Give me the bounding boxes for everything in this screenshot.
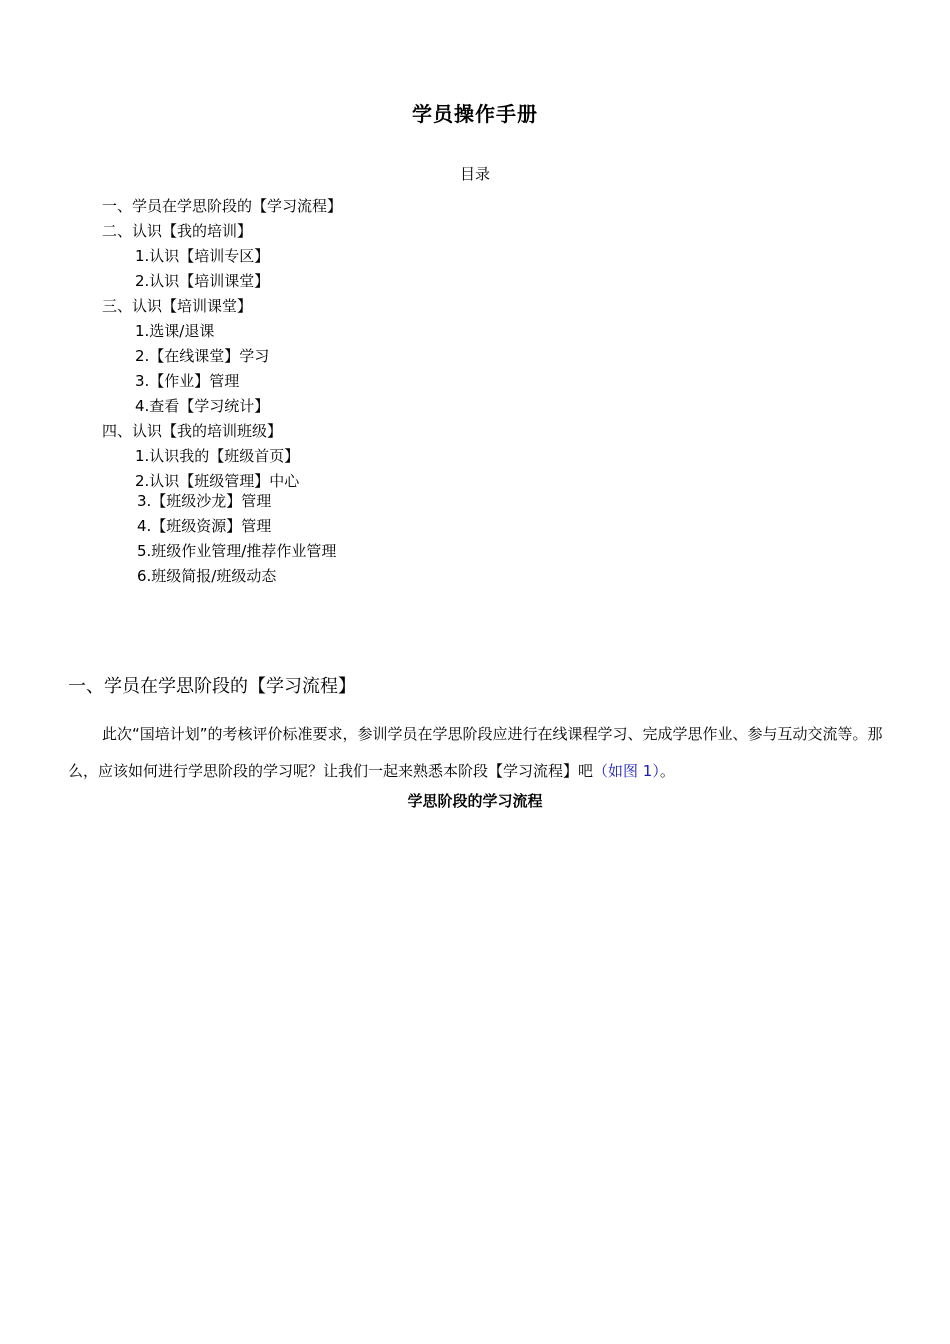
- document-title: 学员操作手册: [412, 102, 538, 126]
- toc-item[interactable]: 2.认识【班级管理】中心: [135, 472, 300, 490]
- figure-caption: 学思阶段的学习流程: [407, 792, 543, 810]
- toc-item[interactable]: 1.选课/退课: [135, 322, 215, 340]
- section-heading: 一、学员在学思阶段的【学习流程】: [68, 676, 356, 697]
- figure-reference-link[interactable]: （如图 1）: [593, 762, 660, 780]
- toc-item[interactable]: 一、学员在学思阶段的【学习流程】: [102, 197, 343, 215]
- paragraph-end: 。: [659, 762, 675, 780]
- toc-item[interactable]: 5.班级作业管理/推荐作业管理: [137, 542, 337, 560]
- toc-item[interactable]: 4.【班级资源】管理: [137, 517, 272, 535]
- toc-item[interactable]: 6.班级简报/班级动态: [137, 567, 277, 585]
- toc-item[interactable]: 四、认识【我的培训班级】: [102, 422, 283, 440]
- toc-item[interactable]: 二、认识【我的培训】: [102, 222, 253, 240]
- intro-paragraph: [68, 716, 890, 790]
- toc-item[interactable]: 2.【在线课堂】学习: [135, 347, 270, 365]
- toc-item[interactable]: 三、认识【培训课堂】: [102, 297, 253, 315]
- toc-item[interactable]: 1.认识我的【班级首页】: [135, 447, 300, 465]
- toc-item[interactable]: 2.认识【培训课堂】: [135, 272, 270, 290]
- toc-heading: 目录: [459, 165, 490, 183]
- toc-item[interactable]: 3.【班级沙龙】管理: [137, 492, 272, 510]
- toc-item[interactable]: 3.【作业】管理: [135, 372, 240, 390]
- toc-item[interactable]: 4.查看【学习统计】: [135, 397, 270, 415]
- toc-item[interactable]: 1.认识【培训专区】: [135, 247, 270, 265]
- paragraph-text: 此次“国培计划”的考核评价标准要求，参训学员在学思阶段应进行在线课程学习、完成学思作业、参与互动交流等。那么，应该如何进行学思阶段的学习呢？让我们一起来熟悉本阶段【学习流程】吧: [68, 725, 883, 780]
